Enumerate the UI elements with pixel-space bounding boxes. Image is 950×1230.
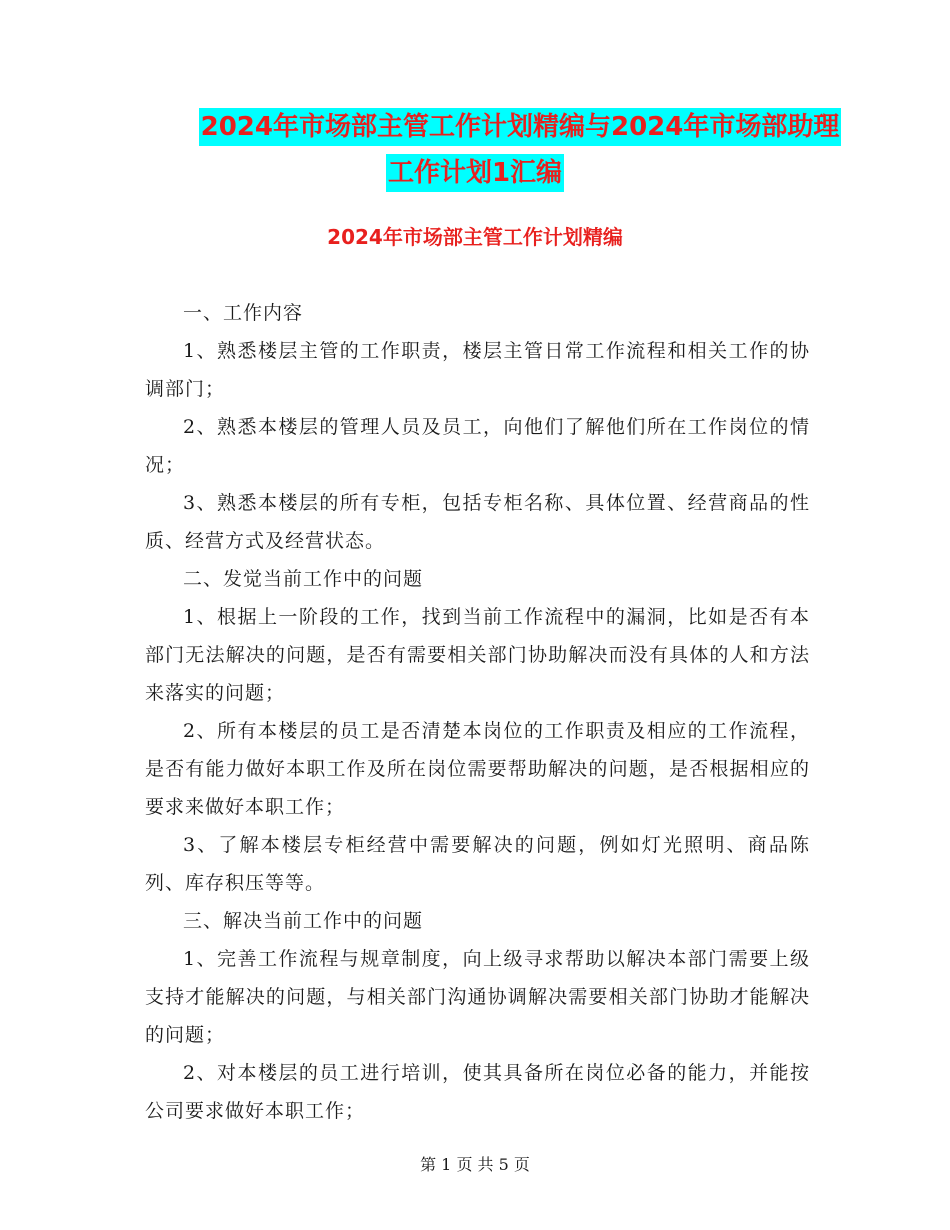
- title-line-2: 工作计划1汇编: [386, 154, 564, 192]
- page-footer: 第 1 页 共 5 页: [420, 1155, 530, 1174]
- paragraph: 一、工作内容: [183, 302, 304, 324]
- paragraph: 1、根据上一阶段的工作，找到当前工作流程中的漏洞，比如是否有本部门无法解决的问题，是否有需要相关部门协助解决而没有具体的人和方法来落实的问题；: [145, 606, 810, 704]
- document-title: [0, 108, 950, 192]
- section-title: 2024年市场部主管工作计划精编: [327, 225, 623, 249]
- document-body: [145, 294, 810, 1130]
- paragraph: 2、所有本楼层的员工是否清楚本岗位的工作职责及相应的工作流程，是否有能力做好本职工作及所在岗位需要帮助解决的问题，是否根据相应的要求来做好本职工作；: [145, 720, 810, 818]
- paragraph: 3、熟悉本楼层的所有专柜，包括专柜名称、具体位置、经营商品的性质、经营方式及经营状态。: [145, 492, 810, 552]
- title-line-1: 2024年市场部主管工作计划精编与2024年市场部助理: [199, 108, 842, 146]
- paragraph: 1、熟悉楼层主管的工作职责，楼层主管日常工作流程和相关工作的协调部门；: [145, 340, 810, 400]
- paragraph: 2、对本楼层的员工进行培训，使其具备所在岗位必备的能力，并能按公司要求做好本职工作；: [145, 1062, 810, 1122]
- paragraph: 2、熟悉本楼层的管理人员及员工，向他们了解他们所在工作岗位的情况；: [145, 416, 810, 476]
- paragraph: 1、完善工作流程与规章制度，向上级寻求帮助以解决本部门需要上级支持才能解决的问题，与相关部门沟通协调解决需要相关部门协助才能解决的问题；: [145, 948, 810, 1046]
- paragraph: 三、解决当前工作中的问题: [183, 910, 424, 932]
- paragraph: 3、了解本楼层专柜经营中需要解决的问题，例如灯光照明、商品陈列、库存积压等等。: [145, 834, 810, 894]
- paragraph: 二、发觉当前工作中的问题: [183, 568, 424, 590]
